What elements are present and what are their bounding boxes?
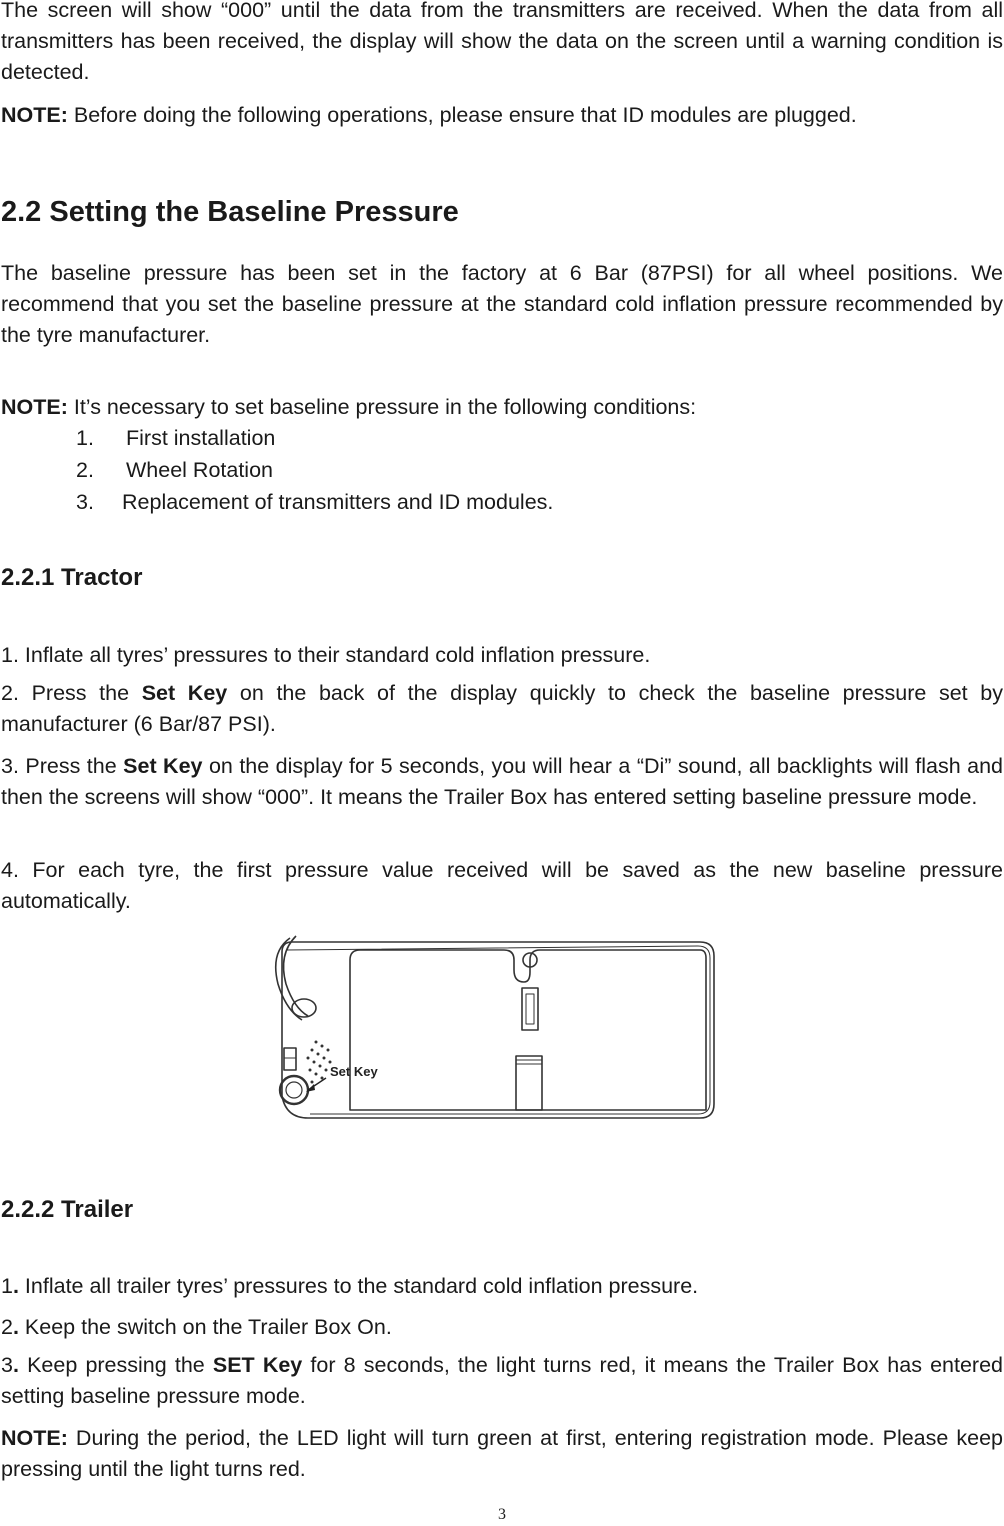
step-number: 1 (1, 1274, 13, 1298)
note-text: During the period, the LED light will turn green at first, entering registration mode. Please keep pressing until the light turns red. (1, 1426, 1003, 1481)
trailer-step-3: 3. Keep pressing the SET Key for 8 seconds, the light turns red, it means the Trailer Box has entered setting baseline pressure mode. (1, 1353, 1004, 1408)
step-text: 1. Inflate all tyres’ pressures to their standard cold inflation pressure. (1, 643, 651, 667)
note-text: Before doing the following operations, please ensure that ID modules are plugged. (67, 103, 857, 127)
condition-item (76, 455, 273, 486)
trailer-step-2: 2. Keep the switch on the Trailer Box On. (1, 1315, 392, 1339)
step-number: 2 (1, 1315, 13, 1339)
intro-text: The screen will show “000” until the data from the transmitters are received. When the data from all transmitters has been received, the display will show the data on the screen until a warning condition is detected. (1, 0, 1003, 84)
note-label: NOTE: (1, 1426, 68, 1450)
section-note (1, 392, 1003, 423)
list-text: First installation (126, 426, 276, 450)
step-text: Keep pressing the (18, 1353, 213, 1377)
display-back-illustration (268, 932, 722, 1126)
trailer-step-1: 1. Inflate all trailer tyres’ pressures to the standard cold inflation pressure. (1, 1274, 699, 1298)
step-text: 4. For each tyre, the first pressure value received will be saved as the new baseline pressure automatically. (1, 858, 1003, 913)
list-text: Replacement of transmitters and ID modules. (122, 490, 554, 514)
id-module-slot (284, 1048, 296, 1070)
set-key-label: Set Key (123, 754, 203, 778)
condition-item (76, 487, 553, 518)
intro-note (1, 100, 1003, 131)
page-number: 3 (498, 1506, 506, 1523)
section-body-text: The baseline pressure has been set in the factory at 6 Bar (87PSI) for all wheel positions. We recommend that you set the baseline pressure at the standard cold inflation pressure recommended by the tyre manufacturer. (1, 261, 1003, 347)
note-label: NOTE: (1, 103, 68, 127)
step-number: 3 (1, 1353, 13, 1377)
list-number: 3. (76, 490, 94, 514)
step-text: for 8 seconds, the light turns red, it means the Trailer Box has entered setting baseline pressure mode. (1, 1353, 1004, 1408)
step-text: Keep the switch on the Trailer Box On. (18, 1315, 392, 1339)
step-text: 3. Press the (1, 754, 124, 778)
trailer-title: 2.2.2 Trailer (1, 1196, 134, 1223)
intro-paragraph (1, 0, 1003, 88)
tractor-step-3 (1, 751, 1003, 813)
trailer-note (1, 1423, 1003, 1485)
list-number: 2. (76, 458, 94, 482)
section-title: 2.2 Setting the Baseline Pressure (1, 196, 459, 228)
list-text: Wheel Rotation (126, 458, 273, 482)
step-text: on the display for 5 seconds, you will hear a “Di” sound, all backlights will flash and then the screens will show “000”. It means the Trailer Box has entered setting baseline pressure mode. (1, 754, 1003, 809)
step-text: Inflate all trailer tyres’ pressures to the standard cold inflation pressure. (18, 1274, 699, 1298)
tractor-step-4 (1, 855, 1003, 917)
set-key-button (280, 1076, 308, 1104)
set-key-label: Set Key (141, 681, 228, 705)
note-label: NOTE: (1, 395, 68, 419)
tractor-step-2 (1, 678, 1003, 740)
tractor-title: 2.2.1 Tractor (1, 564, 143, 591)
condition-item (76, 423, 275, 454)
section-body (1, 258, 1003, 351)
step-text: 2. Press the (1, 681, 142, 705)
list-number: 1. (76, 426, 94, 450)
connector-slot-inner (526, 994, 534, 1024)
step-text: on the back of the display quickly to check the baseline pressure set by manufacturer (6 Bar/87 PSI). (1, 681, 1003, 736)
set-key-label: SET Key (212, 1353, 303, 1377)
tractor-step-1 (1, 640, 1003, 671)
note-text: It’s necessary to set baseline pressure in the following conditions: (67, 395, 697, 419)
set-key-callout: Set Key (330, 1064, 378, 1079)
speaker-grille (307, 1041, 332, 1084)
device-outline (282, 942, 714, 1118)
